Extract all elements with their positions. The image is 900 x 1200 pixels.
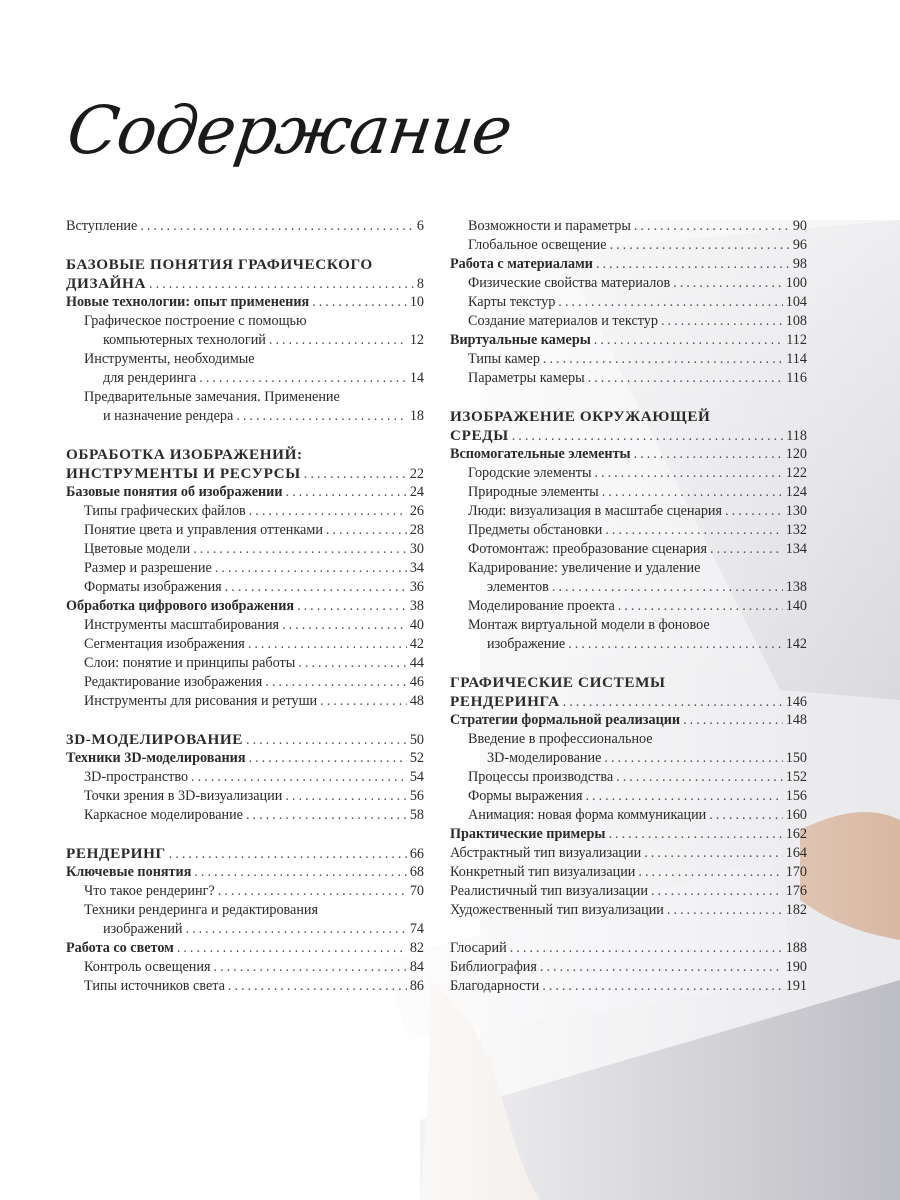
- toc-entry-line: Введение в профессиональное: [468, 731, 653, 747]
- toc-entry-line: Графическое построение с помощью: [84, 313, 307, 329]
- toc-entry[interactable]: РЕНДЕРИНГА ..... 146: [450, 692, 807, 711]
- toc-entry[interactable]: 3D-МОДЕЛИРОВАНИЕ ..... 50: [66, 730, 424, 749]
- toc-entry[interactable]: Цветовые модели ..... 30: [66, 540, 424, 559]
- toc-entry[interactable]: Типы графических файлов ..... 26: [66, 502, 424, 521]
- toc-entry[interactable]: ДИЗАЙНА ..... 8: [66, 274, 424, 293]
- toc-entry[interactable]: Моделирование проекта ..... 140: [450, 597, 807, 616]
- toc-entry[interactable]: элементов ..... 138: [450, 578, 807, 597]
- toc-entry[interactable]: Процессы производства ..... 152: [450, 768, 807, 787]
- toc-entry[interactable]: Ключевые понятия ..... 68: [66, 863, 424, 882]
- toc-entry[interactable]: Инструменты для рисования и ретуши ..... 48: [66, 692, 424, 711]
- toc-entry[interactable]: Городские элементы ..... 122: [450, 464, 807, 483]
- section-heading: ГРАФИЧЕСКИЕ СИСТЕМЫ: [450, 674, 666, 691]
- toc-entry[interactable]: для рендеринга ..... 14: [66, 369, 424, 388]
- toc-entry[interactable]: Понятие цвета и управления оттенками ..... 28: [66, 521, 424, 540]
- toc-entry[interactable]: Работа со светом ..... 82: [66, 939, 424, 958]
- toc-entry[interactable]: Работа с материалами ..... 98: [450, 255, 807, 274]
- toc-entry[interactable]: Глобальное освещение ..... 96: [450, 236, 807, 255]
- toc-entry[interactable]: РЕНДЕРИНГ ..... 66: [66, 844, 424, 863]
- toc-entry[interactable]: Что такое рендеринг? ..... 70: [66, 882, 424, 901]
- toc-entry[interactable]: Благодарности ..... 191: [450, 977, 807, 996]
- toc-entry[interactable]: 3D-моделирование ..... 150: [450, 749, 807, 768]
- toc-entry[interactable]: Размер и разрешение ..... 34: [66, 559, 424, 578]
- toc-entry[interactable]: изображений ..... 74: [66, 920, 424, 939]
- toc-entry[interactable]: Форматы изображения ..... 36: [66, 578, 424, 597]
- toc-entry[interactable]: СРЕДЫ ..... 118: [450, 426, 807, 445]
- toc-entry[interactable]: Вспомогательные элементы ..... 120: [450, 445, 807, 464]
- toc-entry[interactable]: Контроль освещения ..... 84: [66, 958, 424, 977]
- toc-entry[interactable]: Анимация: новая форма коммуникации ..... 160: [450, 806, 807, 825]
- toc-entry[interactable]: Параметры камеры ..... 116: [450, 369, 807, 388]
- toc-entry[interactable]: Реалистичный тип визуализации ..... 176: [450, 882, 807, 901]
- toc-entry[interactable]: Люди: визуализация в масштабе сценария ..... 130: [450, 502, 807, 521]
- toc-entry[interactable]: Формы выражения ..... 156: [450, 787, 807, 806]
- toc-entry[interactable]: Базовые понятия об изображении ..... 24: [66, 483, 424, 502]
- toc-entry[interactable]: Точки зрения в 3D-визуализации ..... 56: [66, 787, 424, 806]
- toc-entry[interactable]: Глосарий ..... 188: [450, 939, 807, 958]
- toc-entry[interactable]: Абстрактный тип визуализации ..... 164: [450, 844, 807, 863]
- toc-entry[interactable]: Физические свойства материалов ..... 100: [450, 274, 807, 293]
- toc-entry[interactable]: Сегментация изображения ..... 42: [66, 635, 424, 654]
- toc-entry[interactable]: Редактирование изображения ..... 46: [66, 673, 424, 692]
- section-heading: ОБРАБОТКА ИЗОБРАЖЕНИЙ:: [66, 446, 303, 463]
- toc-entry[interactable]: Новые технологии: опыт применения ..... 10: [66, 293, 424, 312]
- toc-entry[interactable]: Карты текстур ..... 104: [450, 293, 807, 312]
- toc-entry[interactable]: 3D-пространство ..... 54: [66, 768, 424, 787]
- toc-entry[interactable]: Возможности и параметры ..... 90: [450, 217, 807, 236]
- toc-entry[interactable]: Слои: понятие и принципы работы ..... 44: [66, 654, 424, 673]
- page-title: Содержание: [62, 92, 517, 169]
- toc-entry-line: Кадрирование: увеличение и удаление: [468, 560, 701, 576]
- toc-entry[interactable]: и назначение рендера ..... 18: [66, 407, 424, 426]
- toc-entry-line: Предварительные замечания. Применение: [84, 389, 340, 405]
- toc-entry[interactable]: Художественный тип визуализации ..... 182: [450, 901, 807, 920]
- toc-entry[interactable]: компьютерных технологий ..... 12: [66, 331, 424, 350]
- toc-entry[interactable]: Природные элементы ..... 124: [450, 483, 807, 502]
- toc-entry[interactable]: Создание материалов и текстур ..... 108: [450, 312, 807, 331]
- toc-entry[interactable]: Типы камер ..... 114: [450, 350, 807, 369]
- toc-entry[interactable]: Вступление ..... 6: [66, 217, 424, 236]
- toc-entry[interactable]: Техники 3D-моделирования ..... 52: [66, 749, 424, 768]
- toc-entry[interactable]: Практические примеры ..... 162: [450, 825, 807, 844]
- section-heading: БАЗОВЫЕ ПОНЯТИЯ ГРАФИЧЕСКОГО: [66, 256, 373, 273]
- toc-entry[interactable]: Библиография ..... 190: [450, 958, 807, 977]
- toc-entry[interactable]: Типы источников света ..... 86: [66, 977, 424, 996]
- toc-entry[interactable]: Обработка цифрового изображения ..... 38: [66, 597, 424, 616]
- toc-entry[interactable]: Стратегии формальной реализации ..... 148: [450, 711, 807, 730]
- toc-entry-line: Инструменты, необходимые: [84, 351, 255, 367]
- toc-entry[interactable]: Каркасное моделирование ..... 58: [66, 806, 424, 825]
- toc-entry[interactable]: ИНСТРУМЕНТЫ И РЕСУРСЫ ..... 22: [66, 464, 424, 483]
- toc-entry-line: Монтаж виртуальной модели в фоновое: [468, 617, 710, 633]
- section-heading: ИЗОБРАЖЕНИЕ ОКРУЖАЮЩЕЙ: [450, 408, 711, 425]
- toc-entry-line: Техники рендеринга и редактирования: [84, 902, 319, 918]
- toc-entry[interactable]: Инструменты масштабирования ..... 40: [66, 616, 424, 635]
- toc-entry[interactable]: Предметы обстановки ..... 132: [450, 521, 807, 540]
- toc-entry[interactable]: Конкретный тип визуализации ..... 170: [450, 863, 807, 882]
- toc-entry[interactable]: Виртуальные камеры ..... 112: [450, 331, 807, 350]
- toc-entry[interactable]: Фотомонтаж: преобразование сценария ..... 134: [450, 540, 807, 559]
- toc-entry[interactable]: изображение ..... 142: [450, 635, 807, 654]
- toc-left-column: [66, 217, 424, 996]
- toc-right-column: [450, 217, 807, 996]
